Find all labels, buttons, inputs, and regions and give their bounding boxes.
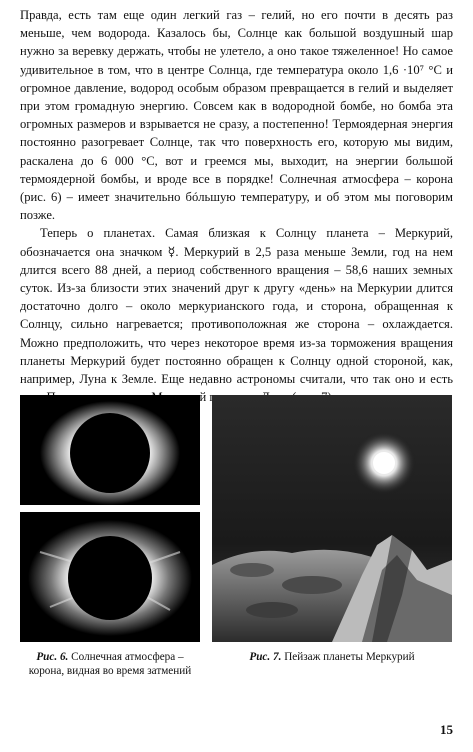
paragraph-mercury: Теперь о планетах. Самая близкая к Солнцу планета – Меркурий, обозначается она значком ☿. Меркурий в 2,5 раза меньше Земли, год на нем длится всего 88 дней, а период собственного вращения – 58,6 наших земных суток. Из-за близости этих значений друг к другу «день» на Меркурии длится достаточно долго – около меркурианского года, и сторона, обращенная к Солнцу, сильно нагревается; противоположная же сторона – охлаждается. Можно предположить, что через некоторое время из-за торможения вращения планеты Меркурий будет постоянно обращен к Солнцу одной стороной, как, например, Луна к Земле. Еще недавно астрономы считали, что так оно и есть [20,226,453,387]
figure-7-text: Пейзаж планеты Меркурий [284,651,415,663]
figure-6-label: Рис. 6. [36,651,69,663]
page-number: 15 [440,722,453,737]
figure-6-text: Солнечная атмосфера – корона, видная во время затмений [28,651,192,677]
paragraph-sun-composition: Правда, есть там еще один легкий газ – гелий, но его почти в десять раз меньше, чем водорода. Казалось бы, Солнце как большой воздушный шар нужно за веревку держать, чтобы не улетело, а оно такое тяжеленное! Но самое удивительное в том, что в центре Солнца, где температура около 1,6 ·10⁷ °С и огромное давление, водород особым образом превращается в гелий и выделяет при этом громадную энергию. Совсем как в водородной бомбе, но бомба эта огромных размеров и взрывается не сразу, а постепенно! Термоядерная энергия постоянно разогревает Солнце, так что поверхность его, которую мы видим, раскалена до 6 000 °С, вот и греемся мы, выходит, на энергии большой термоядерной бомбы, и вроде все в порядке! Солнечная атмосфера – корона (рис. 6) – имеет значительно бóльшую температуру, и об этом мы поговорим позже. [20,8,453,223]
eclipse-photo-bottom [20,512,200,642]
figure-7-label: Рис. 7. [249,651,282,663]
figure-7-caption [212,651,452,665]
mercury-landscape-photo [212,395,452,642]
figure-6-caption [20,651,200,678]
body-text [20,6,453,406]
eclipse-photo-top [20,395,200,505]
